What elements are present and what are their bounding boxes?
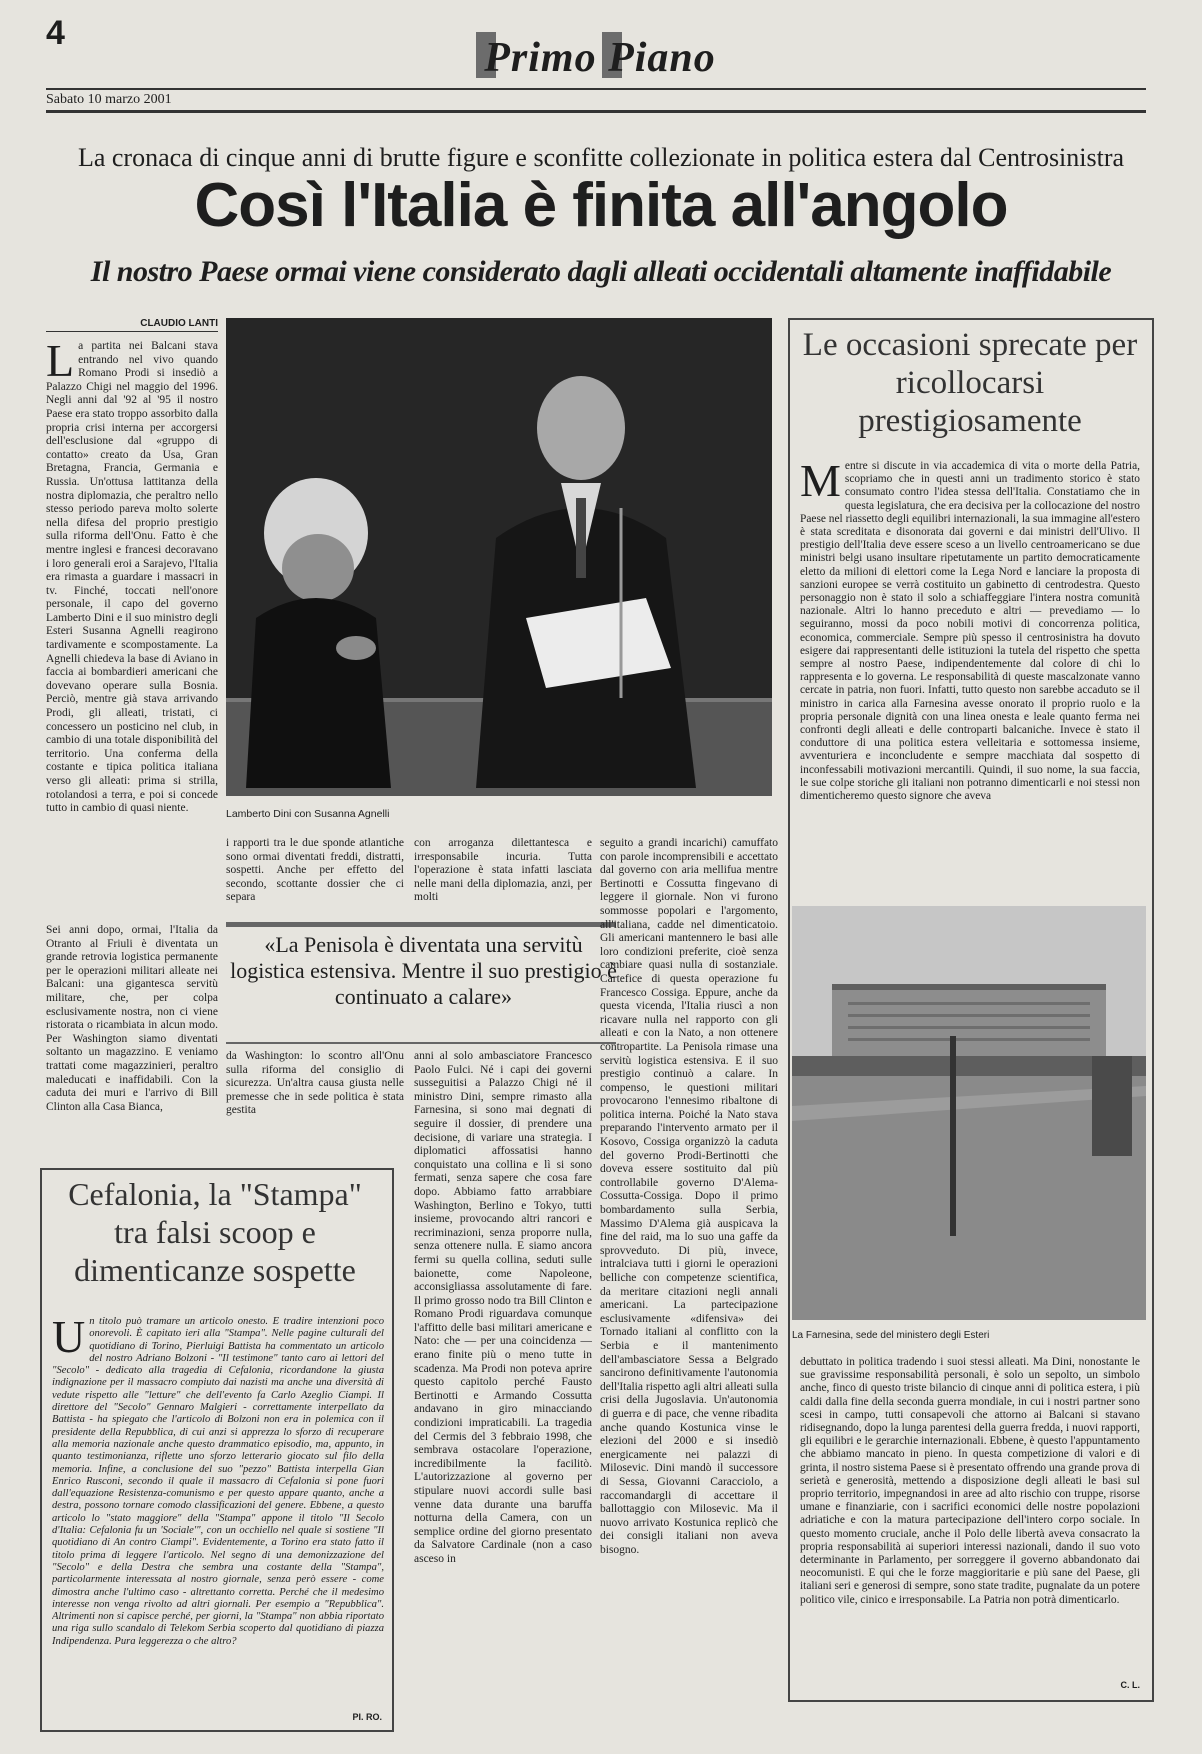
- cefalonia-text: n titolo può tramare un articolo onesto. E tradire intenzioni poco onorevoli. È capitato ieri alla "Stampa". Nelle pagine culturali del quotidiano di Torino, Pierluigi Battista ha commentato un articolo del nostro Adriano Bolzoni - "Il testimone" tanto caro ai lettori del "Secolo" - dedicato alla tragedia di Cefalonia, ricordandone la giusta indignazione per il massacro compiuto dai nazisti ma anche una diversità di vedute rispetto alle "letture" che dell'evento fa Carlo Azeglio Ciampi. Il direttore del "Secolo" Gennaro Malgieri - correttamente interpellato da Battista - ha spiegato che l'articolo di Bolzoni non era in polemica con il presidente della Repubblica, di cui anzi si apprezza lo sforzo di recuperare alla memoria nazionale anche questo drammatico episodio, ma, appunto, in quanto testimonianza, riflette uno sforzo letterario giocato sul filo della memoria. Infine, a conclusione del suo "pezzo" Battista interpella Gian Enrico Rusconi, secondo il quale il massacro di Cefalonia si pone fuori dall'equazione Resistenza-comunismo e per questo appare quanto, anche a destra, possono tornare comodo classificazioni del genere. Ebbene, a questo articolo lo "stato maggiore" della "Stampa" appone il titolo "Il Secolo d'Italia: Cefalonia fu un 'Sociale'", con un occhiello nel quale si sostiene "Il quotidiano di An contro Ciampi". Evidentemente, a Torino era stato fatto il titolo prima di leggere l'articolo. Nel segno di una demonizzazione del "Secolo" e della Destra che sembra una costante della "Stampa", particolarmente interessata al nostro giornale, senza però essere - come dimostra anche l'ultimo caso - altrettanto corretta. Perché che il medesimo interesse non venga rivolto ad altri giornali. Per esempio a "Repubblica". Altrimenti non si capisce perché, per giorni, la "Stampa" non abbia riportato una riga sullo scandalo di Telekom Serbia scoperto dal quotidiano di piazza Indipendenza. Pura leggerezza o che altro?: [52, 1316, 384, 1647]
- cefalonia-title: Cefalonia, la "Stampa" tra falsi scoop e dimenticanze sospette: [68, 1176, 362, 1288]
- dini-agnelli-photo: [226, 318, 772, 796]
- article-col1-bottom-text: Sei anni dopo, ormai, l'Italia da Otranto al Friuli è diventata un grande retrovia logistica permanente per le operazioni militari alleate nei Balcani: una gigantesca servitù militare, che, per colpa esclusivamente nostra, non ci viene ristorata o ricambiata in alcun modo. Per Washington siamo diventati soltanto un magazzino. E veniamo trattati come magazzinieri, peraltro maleducati e inaffidabili. Con la caduta dei muri e l'arrivo di Bill Clinton alla Casa Bianca,: [46, 924, 218, 1113]
- sidebar-text-bottom-content: debuttato in politica tradendo i suoi stessi alleati. Ma Dini, nonostante le sue gravissime responsabilità personali, è solo un sepolto, un simbolo anche, finco di questo triste bilancio di cinque anni di politica estera, i più caldi dalla fine della seconda guerra mondiale, in cui i nostri partner sono scesi in campo, tutti consapevoli che attorno ai Balcani si stavano ridisegnando, dopo la lunga parentesi della guerra fredda, i nuovi rapporti, gli equilibri e le gerarchie internazionali. Ebbene, è questo l'appuntamento che abbiamo mancato in pieno. In questa competizione di valori e di grinta, il nostro sistema Paese si è presentato offrendo una grande prova di serietà e generosità, mettendo a disposizione degli alleati le basi sul proprio territorio, impegnandosi in aree ad alto rischio con truppe, risorse umane e finanziarie, con i sacrifici economici delle nostre popolazioni adriatiche e con la matura partecipazione dell'intero corpo sociale. In questo momento cruciale, anche il Polo delle libertà aveva consacrato la propria responsabilità ai superiori interessi nazionali, dando il suo voto determinante in Parlamento, per sorreggere il governo abbandonato dai neocomunisti. E qui che le forze maggioritarie e più sane del Paese, gli italiani seri e generosi di sempre, sono state tradite, pugnalate da un potere politico vile, cinico e irresponsabile. La Patria non potrà dimenticarlo.: [800, 1356, 1140, 1606]
- article-column-4: [600, 837, 778, 1730]
- pull-quote-rule-top: [226, 922, 616, 927]
- article-col4-text: seguito a grandi incarichi) camuffato con parole incomprensibili e accettato dal governo con aria mellifua mentre Bertinotti e Cossutta fingevano di leggere il giornale. Non vi furono sommosse popolari e l'argomento, all'italiana, cadde nel dimenticatoio. Gli americani mantennero le basi alle loro condizioni preferite, cioè senza cambiare quasi nulla di sostanziale. Cartefice di questa operazione fu Francesco Cossiga. Eppure, anche da questa vicenda, l'Italia riuscì a non ricavare nulla nel rapporto con gli alleati e con la Nato, a non ottenere contropartite. La Penisola rimase una servitù logistica estensiva. E il suo prestigio continuò a calare. In compenso, le questioni militari provocarono l'ennesimo ribaltone di politica interna. Poiché la Nato stava preparando l'intervento armato per il Kosovo, Cossiga organizzò la caduta del governo Prodi-Bertinotti che doveva essere sostituito dal più controllabile governo D'Alema-Cossutta-Cossiga. Dopo il primo bombardamento sulla Serbia, Massimo D'Alema già auspicava la fine del raid, ma lo suo una gaffe da sprovveduto. Di più, invece, intralciava tutti i giorni le operazioni belliche con competenze scientifica, da meritare citazioni negli annali americani. La partecipazione esclusivamente «difensiva» dei Tornado italiani al conflitto con la Serbia e il mantenimento dell'ambasciatore Sessa a Belgrado sancirono definitivamente l'autonomia dell'Italia rispetto agli altri alleati sulla crisi della Jugoslavia. Un'autonomia di guerra e di pace, che venne ribadita anche quando Kostunica vinse le elezioni del 2000 e si insediò energicamente nei palazzi di Milosevic. Dini mandò il successore di Sessa, Giovanni Caracciolo, a raccomandargli di accettare il ballottaggio con Milosevic. Ma il nuovo arrivato Kostunica replicò che dei consigli italiani non aveva bisogno.: [600, 837, 778, 1556]
- cefalonia-signoff: PI. RO.: [352, 1712, 382, 1722]
- dateline: Sabato 10 marzo 2001: [46, 92, 172, 107]
- section-masthead: [470, 28, 730, 84]
- article-column-2-top: [226, 837, 404, 921]
- article-column-3-top: [414, 837, 592, 921]
- article-subheadline: Il nostro Paese ormai viene considerato dagli alleati occidentali altamente inaffidabile: [90, 255, 1112, 288]
- photo-illustration: [226, 318, 772, 796]
- article-column-1-bottom: [46, 924, 218, 1166]
- article-column-1-top: [46, 340, 218, 920]
- article-column-3-bottom: [414, 1050, 592, 1730]
- article-col2-top-text: i rapporti tra le due sponde atlantiche sono ormai diventati freddi, distratti, sospetti. Anche per effetto del secondo, scottante dossier che ci separa: [226, 837, 404, 904]
- header-rule-top: [46, 88, 1146, 90]
- article-headline: Così l'Italia è finita all'angolo: [194, 171, 1008, 240]
- article-col2-bottom-text: da Washington: lo scontro all'Onu sulla riforma del consiglio di sicurezza. Un'altra causa giusta nelle premesse che in sede politica è stata gestita: [226, 1050, 404, 1117]
- farnesina-caption: La Farnesina, sede del ministero degli Esteri: [792, 1330, 990, 1341]
- pull-quote-rule-bottom: [226, 1042, 616, 1044]
- byline: CLAUDIO LANTI: [46, 318, 218, 332]
- article-col3-top-text: con arroganza dilettantesca e irresponsabile incuria. Tutta l'operazione è stata infatti lasciata nelle mani della diplomazia, anzi, per molti: [414, 837, 592, 904]
- article-dropcap: L: [46, 340, 75, 386]
- sidebar-text-top: [800, 460, 1140, 896]
- sidebar-text-top-content: entre si discute in via accademica di vita o morte della Patria, scopriamo che in questi anni un tradimento storico è stato consumato contro l'idea stessa dell'Italia. Constatiamo che in questa legislatura, che era decisiva per la collocazione del nostro Paese nel riassetto degli equilibri internazionali, la sua immagine all'estero è stata screditata e disonorata dai governi e dai ministri dell'Ulivo. Il prestigio dell'Italia deve essere sceso a un livello centroamericano se due ministri belgi usano insultare ripetutamente un partito democraticamente eletto da milioni di elettori come la Lega Nord e lanciare la proposta di sanzioni europee se verrà costituito un gabinetto di centrodestra. Questo personaggio non è stato il solo a schiaffeggiare l'intera nostra comunità nazionale. Altri lo hanno preceduto e altri — prevediamo — lo seguiranno, mossi da poco nobili motivi di concorrenza politica, economica, commerciale. Sempre più spesso il centrosinistra ha dovuto esigere dai rappresentanti delle istituzioni la tutela del rispetto che spetta sempre al nostro Paese, indipendentemente dal colore di chi lo rappresenta e lo governa. Le responsabilità di queste mascalzonate vanno cercate in patria, non fuori. Infatti, tutto questo non sarebbe accaduto se il ministro in carica alla Farnesina avesse onorato il proprio ruolo e la propria personale dignità con una linea onesta e leale quanto ferma nei confronti degli alleati e delle controparti balcaniche. Invece è stato il conduttore di una politica estera velleitaria e sottomessa insieme, avventuriera e inconcludente e sempre macchiata dal sospetto di inconfessabili motivazioni mercantili. Quindi, il suo nome, la sua faccia, le sue colpe storiche gli italiani non potranno dimenticarli e noi stessi non dimenticheremo questo signore che aveva: [800, 460, 1140, 803]
- article-column-2-bottom: [226, 1050, 404, 1166]
- sidebar-dropcap: M: [800, 460, 841, 506]
- farnesina-illustration: [792, 906, 1146, 1320]
- sidebar-title: Le occasioni sprecate per ricollocarsi prestigiosamente: [802, 327, 1138, 439]
- header-rule-bottom: [46, 110, 1146, 113]
- pull-quote: «La Penisola è diventata una servitù logistica estensiva. Mentre il suo prestigio è continuato a calare»: [230, 932, 617, 1009]
- cefalonia-text-block: [52, 1316, 384, 1708]
- page-number: 4: [46, 14, 65, 52]
- sidebar-signoff: C. L.: [1120, 1680, 1140, 1690]
- farnesina-photo: [792, 906, 1146, 1320]
- sidebar-text-bottom: [800, 1356, 1140, 1678]
- cefalonia-dropcap: U: [52, 1316, 86, 1362]
- article-col3-bottom-text: anni al solo ambasciatore Francesco Paolo Fulci. Né i capi dei governi susseguitisi a Palazzo Chigi né il ministro Dini, sempre rimasto alla Farnesina, si sono mai degnati di seguire il dossier, di prendere una decisione, di variare una strategia. I diplomatici affossatisi hanno conquistato una collina e lì si sono fermati, senza sapere che cosa fare dopo. Abbiamo fatto arrabbiare Washington, Berlino e Tokyo, tutti insieme, provocando altri rancori e recriminazioni, senza proporre nulla, senza ottenere nulla. E siamo ancora fermi su quella collina, seduti sulle baionette, come Napoleone, acconsigliassa assolutamente di fare. Il primo grosso nodo tra Bill Clinton e Romano Prodi riguardava comunque l'affitto delle basi militari americane e Nato: che — per una coincidenza — erano finite più o meno tutte in scadenza. Ma Prodi non poteva aprire questo capitolo perché Fausto Bertinotti e Armando Cossutta andavano in giro minacciando condizioni impraticabili. La tragedia del Cermis del 3 febbraio 1998, che sembrava ostacolare l'operazione, incredibilmente la facilitò. L'autorizzazione al governo per stipulare nuovi accordi sulle basi venne data durante una baruffa notturna della Camera, con un semplice ordine del giorno presentato da Salvatore Cardinale (non a caso asceso in: [414, 1050, 592, 1565]
- article-col1-top-text: a partita nei Balcani stava entrando nel vivo quando Romano Prodi si insediò a Palazzo Chigi nel maggio del 1996. Negli anni dal '92 al '95 il nostro Paese era stato troppo assorbito dalla propria crisi interna per accorgersi dell'esclusione dal «gruppo di contatto» creato da Usa, Gran Bretagna, Francia, Germania e Russia. Un'ottusa lattitanza della nostra diplomazia, che peraltro nello stesso periodo pareva molto solerte nella difesa del proprio prestigio sulla riforma dell'Onu. Fatto è che mentre inglesi e francesi decoravano i loro generali eroi a Sarajevo, l'Italia era rimasta a guardare i massacri in tv. Finché, toccati nell'onore personale, il capo del governo Lamberto Dini e il suo ministro degli Esteri Susanna Agnelli reagirono tardivamente e scompostamente. La Agnelli chiedeva la base di Aviano in faccia ai bombardieri americani che dovevano operare sulla Bosnia. Perciò, mentre già stava arrivando Prodi, gli alleati, tristati, ci concessero un posticino nel club, in cambio di una totale disponibilità del territorio. Una conferma della costante e tipica politica italiana verso gli alleati: prima si strilla, rotolandosi a terra, e poi si concede tutto in cambio di quasi niente.: [46, 340, 218, 815]
- article-kicker: La cronaca di cinque anni di brutte figure e sconfitte collezionate in politica estera dal Centrosinistra: [77, 143, 1125, 172]
- main-photo-caption: Lamberto Dini con Susanna Agnelli: [226, 808, 390, 820]
- section-title: Primo Piano: [484, 35, 716, 81]
